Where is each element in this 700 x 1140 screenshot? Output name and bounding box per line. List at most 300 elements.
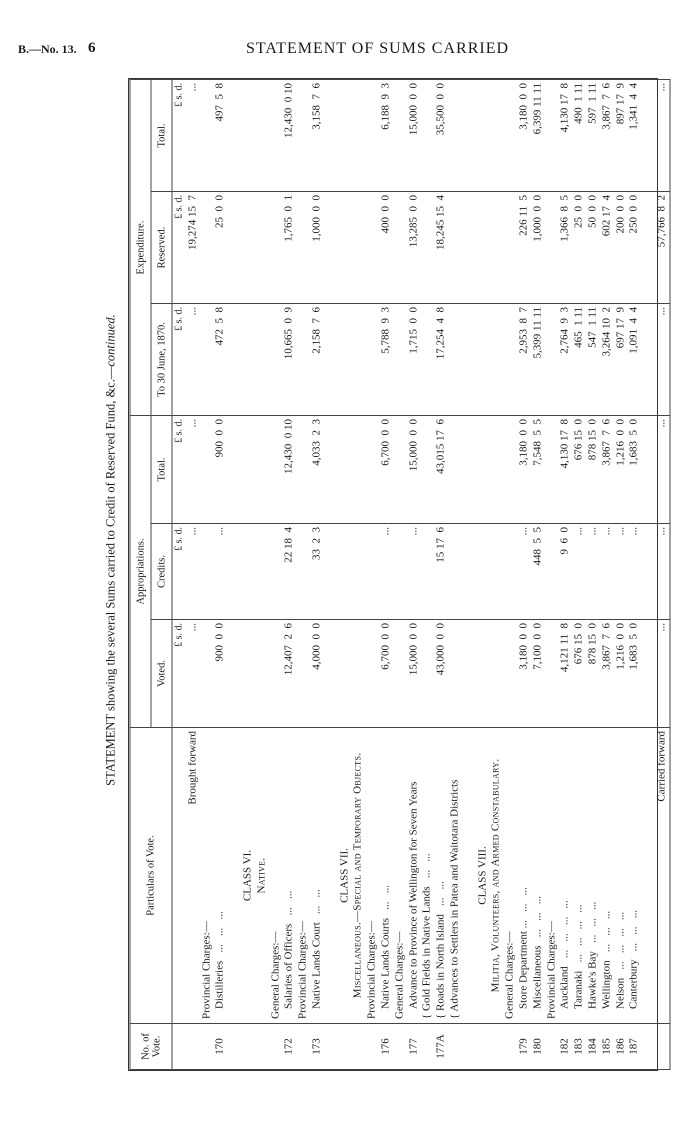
table-row xyxy=(393,79,407,1069)
expenditure-total-cell xyxy=(352,79,366,191)
particulars-cell xyxy=(228,727,242,1023)
appropriation-total-cell: 878 15 0 xyxy=(586,415,600,523)
expenditure-total-cell: 4,130 17 8 xyxy=(559,79,573,191)
particulars-cell: Store Department ... ... ... xyxy=(517,727,531,1023)
appropriation-total-cell: 6,700 0 0 xyxy=(379,415,393,523)
expenditure-to-june-cell: 2,764 9 3 xyxy=(559,303,573,415)
voted-cell: 4,000 0 0 xyxy=(310,619,324,727)
vote-number-cell: 179 xyxy=(517,1023,531,1069)
units-cell: £ s. d. xyxy=(172,191,186,303)
reserved-cell xyxy=(421,191,435,303)
expenditure-to-june-cell xyxy=(504,303,518,415)
table-row xyxy=(379,79,393,1069)
reserved-cell xyxy=(642,191,656,303)
reserved-cell xyxy=(504,191,518,303)
expenditure-total-cell xyxy=(462,79,476,191)
appropriation-total-cell xyxy=(504,415,518,523)
credits-cell: 33 2 3 xyxy=(310,523,324,619)
table-row xyxy=(504,79,518,1069)
vote-number-cell: 173 xyxy=(310,1023,324,1069)
voted-cell: 3,180 0 0 xyxy=(517,619,531,727)
vote-number-cell xyxy=(393,1023,407,1069)
units-cell: £ s. d. xyxy=(172,523,186,619)
voted-cell xyxy=(297,619,311,727)
table-row xyxy=(600,79,614,1069)
credits-cell xyxy=(269,523,283,619)
expenditure-to-june-cell: 2,953 8 7 xyxy=(517,303,531,415)
voted-cell xyxy=(545,619,559,727)
reserved-cell xyxy=(448,191,462,303)
table-row xyxy=(214,79,228,1069)
expenditure-total-cell xyxy=(504,79,518,191)
voted-cell: 1,216 0 0 xyxy=(614,619,628,727)
particulars-cell: CLASS VI. xyxy=(241,727,255,1023)
voted-cell xyxy=(255,619,269,727)
expenditure-total-cell: 3,180 0 0 xyxy=(517,79,531,191)
voted-cell: 12,407 2 6 xyxy=(283,619,297,727)
appropriation-total-cell: 43,015 17 6 xyxy=(435,415,449,523)
header-voted: Voted. xyxy=(151,619,172,727)
appropriation-total-cell: 900 0 0 xyxy=(214,415,228,523)
expenditure-to-june-cell: 5,399 11 11 xyxy=(531,303,545,415)
expenditure-to-june-cell: 3,264 10 2 xyxy=(600,303,614,415)
header-reserved: Reserved. xyxy=(151,191,172,303)
expenditure-total-cell: 12,430 0 10 xyxy=(283,79,297,191)
voted-cell xyxy=(421,619,435,727)
credits-cell xyxy=(200,523,214,619)
vote-number-cell: 172 xyxy=(283,1023,297,1069)
expenditure-to-june-cell xyxy=(476,303,490,415)
expenditure-to-june-cell xyxy=(255,303,269,415)
header-appropriations: Appropriations. xyxy=(130,415,151,727)
voted-cell: 43,000 0 0 xyxy=(435,619,449,727)
table-row xyxy=(435,79,449,1069)
vote-number-cell xyxy=(228,1023,242,1069)
expenditure-to-june-cell: 465 1 11 xyxy=(573,303,587,415)
credits-cell: ... xyxy=(586,523,600,619)
vote-number-cell: 176 xyxy=(379,1023,393,1069)
voted-cell xyxy=(462,619,476,727)
voted-cell xyxy=(352,619,366,727)
credits-cell xyxy=(393,523,407,619)
reserved-cell xyxy=(200,191,214,303)
vote-number-cell: 184 xyxy=(586,1023,600,1069)
voted-cell: ... xyxy=(186,619,200,727)
appropriation-total-cell: ... xyxy=(186,415,200,523)
credits-cell xyxy=(545,523,559,619)
table-row xyxy=(421,79,435,1069)
credits-cell: 9 6 0 xyxy=(559,523,573,619)
vote-number-cell xyxy=(269,1023,283,1069)
appropriation-total-cell xyxy=(200,415,214,523)
page-title: STATEMENT OF SUMS CARRIED xyxy=(246,40,510,57)
units-cell: £ s. d. xyxy=(172,415,186,523)
expenditure-total-cell: 3,158 7 6 xyxy=(310,79,324,191)
vote-number-cell xyxy=(352,1023,366,1069)
credits-cell xyxy=(448,523,462,619)
particulars-cell: Taranaki ... ... ... ... xyxy=(573,727,587,1023)
vote-number-cell xyxy=(297,1023,311,1069)
vote-number-cell xyxy=(200,1023,214,1069)
appropriation-total-cell: 4,033 2 3 xyxy=(310,415,324,523)
appropriation-total-cell: 4,130 17 8 xyxy=(559,415,573,523)
reserved-cell: 13,285 0 0 xyxy=(407,191,421,303)
reserved-cell: 226 11 5 xyxy=(517,191,531,303)
table-row xyxy=(241,79,255,1069)
credits-cell xyxy=(642,523,656,619)
voted-cell: 7,100 0 0 xyxy=(531,619,545,727)
vote-number-cell: 183 xyxy=(573,1023,587,1069)
expenditure-total-cell xyxy=(448,79,462,191)
table-row xyxy=(628,79,642,1069)
reserved-cell xyxy=(393,191,407,303)
particulars-cell: CLASS VII. xyxy=(338,727,352,1023)
table-row xyxy=(283,79,297,1069)
vote-number-cell xyxy=(255,1023,269,1069)
voted-cell xyxy=(324,619,338,727)
expenditure-total-cell: 597 1 11 xyxy=(586,79,600,191)
appropriation-total-cell xyxy=(490,415,504,523)
expenditure-to-june-cell xyxy=(297,303,311,415)
reserved-cell: 1,000 0 0 xyxy=(531,191,545,303)
particulars-cell: Native Lands Courts ... ... xyxy=(379,727,393,1023)
expenditure-total-cell: ... xyxy=(655,79,669,191)
voted-cell xyxy=(366,619,380,727)
caption-continued: continued. xyxy=(103,314,118,367)
expenditure-total-cell xyxy=(642,79,656,191)
table-row xyxy=(586,79,600,1069)
expenditure-total-cell xyxy=(366,79,380,191)
credits-cell xyxy=(338,523,352,619)
expenditure-to-june-cell xyxy=(324,303,338,415)
appropriation-total-cell: 676 15 0 xyxy=(573,415,587,523)
credits-cell: ... xyxy=(628,523,642,619)
vote-number-cell xyxy=(241,1023,255,1069)
table-row xyxy=(352,79,366,1069)
table-row xyxy=(297,79,311,1069)
voted-cell xyxy=(476,619,490,727)
particulars-cell: Provincial Charges:— xyxy=(366,727,380,1023)
reserved-cell xyxy=(338,191,352,303)
page-number: 6 xyxy=(88,40,96,56)
voted-cell xyxy=(269,619,283,727)
vote-number-cell xyxy=(504,1023,518,1069)
reserved-cell: 25 0 0 xyxy=(573,191,587,303)
table-row xyxy=(324,79,338,1069)
particulars-cell xyxy=(642,727,656,1023)
vote-number-cell: 182 xyxy=(559,1023,573,1069)
reserved-cell: 602 17 4 xyxy=(600,191,614,303)
expenditure-total-cell: 497 5 8 xyxy=(214,79,228,191)
vote-number-cell xyxy=(655,1023,669,1069)
reserved-cell: 400 0 0 xyxy=(379,191,393,303)
expenditure-total-cell xyxy=(269,79,283,191)
reserved-cell xyxy=(462,191,476,303)
credits-cell xyxy=(228,523,242,619)
vote-number-cell xyxy=(490,1023,504,1069)
expenditure-to-june-cell: ... xyxy=(186,303,200,415)
appropriation-total-cell xyxy=(228,415,242,523)
voted-cell: 3,867 7 6 xyxy=(600,619,614,727)
vote-number-cell: 177A xyxy=(435,1023,449,1069)
expenditure-to-june-cell xyxy=(366,303,380,415)
expenditure-total-cell: 6,188 9 3 xyxy=(379,79,393,191)
appropriation-total-cell: 12,430 0 10 xyxy=(283,415,297,523)
credits-cell xyxy=(241,523,255,619)
credits-cell: ... xyxy=(186,523,200,619)
units-cell: £ s. d. xyxy=(172,619,186,727)
reserved-cell: 57,766 8 2 xyxy=(655,191,669,303)
expenditure-total-cell xyxy=(228,79,242,191)
expenditure-to-june-cell xyxy=(462,303,476,415)
particulars-cell: Native Lands Court ... ... xyxy=(310,727,324,1023)
appropriation-total-cell xyxy=(255,415,269,523)
expenditure-total-cell xyxy=(324,79,338,191)
particulars-cell: General Charges:— xyxy=(504,727,518,1023)
voted-cell: 1,683 5 0 xyxy=(628,619,642,727)
particulars-cell: General Charges:— xyxy=(393,727,407,1023)
table-row xyxy=(476,79,490,1069)
header-particulars: Particulars of Vote. xyxy=(130,727,172,1023)
appropriation-total-cell xyxy=(448,415,462,523)
expenditure-to-june-cell xyxy=(200,303,214,415)
credits-cell: 15 17 6 xyxy=(435,523,449,619)
expenditure-total-cell: 897 17 9 xyxy=(614,79,628,191)
table-row xyxy=(186,79,200,1069)
voted-cell: 4,121 11 8 xyxy=(559,619,573,727)
caption-text: STATEMENT showing the several Sums carried to Credit of Reserved Fund, &c.— xyxy=(103,366,118,786)
particulars-cell: Carried forward xyxy=(655,727,669,1023)
credits-cell xyxy=(352,523,366,619)
appropriation-total-cell: 7,548 5 5 xyxy=(531,415,545,523)
expenditure-to-june-cell: 472 5 8 xyxy=(214,303,228,415)
expenditure-to-june-cell xyxy=(352,303,366,415)
expenditure-to-june-cell: 5,788 9 3 xyxy=(379,303,393,415)
reserved-cell: 1,000 0 0 xyxy=(310,191,324,303)
table-row xyxy=(462,79,476,1069)
voted-cell: 15,000 0 0 xyxy=(407,619,421,727)
expenditure-total-cell xyxy=(241,79,255,191)
reserved-cell: 25 0 0 xyxy=(214,191,228,303)
expenditure-total-cell: 35,500 0 0 xyxy=(435,79,449,191)
table-row xyxy=(573,79,587,1069)
particulars-cell: Advance to Province of Wellington for Seven Years xyxy=(407,727,421,1023)
expenditure-to-june-cell xyxy=(338,303,352,415)
table-row xyxy=(200,79,214,1069)
appropriation-total-cell xyxy=(338,415,352,523)
vote-number-cell xyxy=(476,1023,490,1069)
credits-cell: ... xyxy=(655,523,669,619)
reserved-cell xyxy=(324,191,338,303)
reserved-cell: 250 0 0 xyxy=(628,191,642,303)
particulars-cell: Canterbury ... ... ... xyxy=(628,727,642,1023)
credits-cell: 22 18 4 xyxy=(283,523,297,619)
reserved-cell: 19,274 15 7 xyxy=(186,191,200,303)
vote-number-cell xyxy=(366,1023,380,1069)
document-reference: B.—No. 13. xyxy=(18,42,77,56)
reserved-cell: 18,245 15 4 xyxy=(435,191,449,303)
expenditure-total-cell xyxy=(200,79,214,191)
reserved-cell xyxy=(366,191,380,303)
header-credits: Credits. xyxy=(151,523,172,619)
expenditure-total-cell xyxy=(490,79,504,191)
appropriation-total-cell: 3,867 7 6 xyxy=(600,415,614,523)
credits-cell xyxy=(421,523,435,619)
reserved-cell xyxy=(490,191,504,303)
voted-cell: 900 0 0 xyxy=(214,619,228,727)
expenditure-to-june-cell xyxy=(269,303,283,415)
expenditure-to-june-cell: 1,715 0 0 xyxy=(407,303,421,415)
vote-number-cell xyxy=(421,1023,435,1069)
reserved-cell xyxy=(241,191,255,303)
reserved-cell: 1,765 0 1 xyxy=(283,191,297,303)
table-row xyxy=(490,79,504,1069)
appropriation-total-cell xyxy=(366,415,380,523)
statement-table xyxy=(130,78,671,1069)
expenditure-total-cell: 1,341 4 4 xyxy=(628,79,642,191)
particulars-cell: Auckland ... ... ... ... xyxy=(559,727,573,1023)
appropriation-total-cell: 3,180 0 0 xyxy=(517,415,531,523)
header-to-30-june: To 30 June, 1870. xyxy=(151,303,172,415)
voted-cell xyxy=(504,619,518,727)
particulars-cell: CLASS VIII. xyxy=(476,727,490,1023)
vote-number-cell xyxy=(462,1023,476,1069)
particulars-cell: { Roads in North Island ... ... xyxy=(435,727,449,1023)
vote-number-cell xyxy=(338,1023,352,1069)
voted-cell xyxy=(200,619,214,727)
appropriation-total-cell: 15,000 0 0 xyxy=(407,415,421,523)
table-row xyxy=(559,79,573,1069)
expenditure-total-cell xyxy=(476,79,490,191)
particulars-cell: Hawke's Bay ... ... ... xyxy=(586,727,600,1023)
credits-cell xyxy=(462,523,476,619)
credits-cell xyxy=(490,523,504,619)
particulars-cell: Miscellaneous ... ... ... xyxy=(531,727,545,1023)
table-row xyxy=(255,79,269,1069)
voted-cell: ... xyxy=(655,619,669,727)
reserved-cell xyxy=(228,191,242,303)
reserved-cell: 1,366 8 5 xyxy=(559,191,573,303)
particulars-cell: Miscellaneous.—Special and Temporary Objects. xyxy=(352,727,366,1023)
appropriation-total-cell xyxy=(642,415,656,523)
credits-cell xyxy=(297,523,311,619)
expenditure-to-june-cell xyxy=(241,303,255,415)
vote-number-cell: 180 xyxy=(531,1023,545,1069)
reserved-cell xyxy=(476,191,490,303)
credits-cell: ... xyxy=(379,523,393,619)
reserved-cell xyxy=(352,191,366,303)
expenditure-total-cell xyxy=(338,79,352,191)
appropriation-total-cell: ... xyxy=(655,415,669,523)
expenditure-to-june-cell: 1,091 4 4 xyxy=(628,303,642,415)
table-row xyxy=(310,79,324,1069)
appropriation-total-cell xyxy=(352,415,366,523)
appropriation-total-cell xyxy=(476,415,490,523)
particulars-cell: General Charges:— xyxy=(269,727,283,1023)
credits-cell xyxy=(476,523,490,619)
voted-cell xyxy=(448,619,462,727)
credits-cell xyxy=(366,523,380,619)
credits-cell: ... xyxy=(214,523,228,619)
vote-number-cell: 170 xyxy=(214,1023,228,1069)
vote-number-cell xyxy=(642,1023,656,1069)
expenditure-to-june-cell: 17,254 4 8 xyxy=(435,303,449,415)
units-row xyxy=(172,79,186,1069)
expenditure-total-cell: 6,399 11 11 xyxy=(531,79,545,191)
table-row xyxy=(614,79,628,1069)
table-row xyxy=(407,79,421,1069)
reserved-cell: 50 0 0 xyxy=(586,191,600,303)
units-cell: £ s. d. xyxy=(172,79,186,191)
expenditure-to-june-cell xyxy=(448,303,462,415)
reserved-cell: 200 0 0 xyxy=(614,191,628,303)
vote-number-cell: 177 xyxy=(407,1023,421,1069)
voted-cell xyxy=(642,619,656,727)
particulars-cell xyxy=(324,727,338,1023)
header-no-of-vote: No. of Vote. xyxy=(130,1023,172,1069)
voted-cell: 6,700 0 0 xyxy=(379,619,393,727)
expenditure-total-cell xyxy=(255,79,269,191)
expenditure-to-june-cell xyxy=(228,303,242,415)
appropriation-total-cell xyxy=(393,415,407,523)
vote-number-cell xyxy=(545,1023,559,1069)
expenditure-to-june-cell: 547 1 11 xyxy=(586,303,600,415)
particulars-cell: Provincial Charges:— xyxy=(200,727,214,1023)
credits-cell xyxy=(324,523,338,619)
table-row xyxy=(448,79,462,1069)
expenditure-total-cell: 490 1 11 xyxy=(573,79,587,191)
table-row xyxy=(338,79,352,1069)
appropriation-total-cell xyxy=(241,415,255,523)
credits-cell: ... xyxy=(614,523,628,619)
expenditure-to-june-cell xyxy=(421,303,435,415)
particulars-cell: Provincial Charges:— xyxy=(545,727,559,1023)
voted-cell: 878 15 0 xyxy=(586,619,600,727)
appropriation-total-cell xyxy=(421,415,435,523)
voted-cell xyxy=(490,619,504,727)
appropriation-total-cell: 1,683 5 0 xyxy=(628,415,642,523)
vote-number-cell xyxy=(448,1023,462,1069)
reserved-cell xyxy=(269,191,283,303)
credits-cell xyxy=(504,523,518,619)
reserved-cell xyxy=(255,191,269,303)
particulars-cell: Militia, Volunteers, and Armed Constabulary. xyxy=(490,727,504,1023)
statement-caption xyxy=(96,60,126,1040)
header-total: Total. xyxy=(151,415,172,523)
table-row xyxy=(655,79,669,1069)
expenditure-to-june-cell: 697 17 9 xyxy=(614,303,628,415)
appropriation-total-cell xyxy=(324,415,338,523)
expenditure-total-cell xyxy=(297,79,311,191)
voted-cell: 676 15 0 xyxy=(573,619,587,727)
credits-cell xyxy=(255,523,269,619)
particulars-cell: { Gold Fields in Native Lands ... ... xyxy=(421,727,435,1023)
particulars-cell: Distilleries ... ... ... xyxy=(214,727,228,1023)
particulars-cell: Salaries of Officers ... ... xyxy=(283,727,297,1023)
appropriation-total-cell xyxy=(297,415,311,523)
expenditure-to-june-cell xyxy=(642,303,656,415)
appropriation-total-cell: 1,216 0 0 xyxy=(614,415,628,523)
expenditure-to-june-cell: ... xyxy=(655,303,669,415)
particulars-cell: Brought forward xyxy=(186,727,200,1023)
vote-number-cell xyxy=(186,1023,200,1069)
credits-cell: ... xyxy=(407,523,421,619)
particulars-cell xyxy=(462,727,476,1023)
expenditure-to-june-cell: 2,158 7 6 xyxy=(310,303,324,415)
expenditure-total-cell: 15,000 0 0 xyxy=(407,79,421,191)
vote-number-cell: 187 xyxy=(628,1023,642,1069)
appropriation-total-cell xyxy=(269,415,283,523)
